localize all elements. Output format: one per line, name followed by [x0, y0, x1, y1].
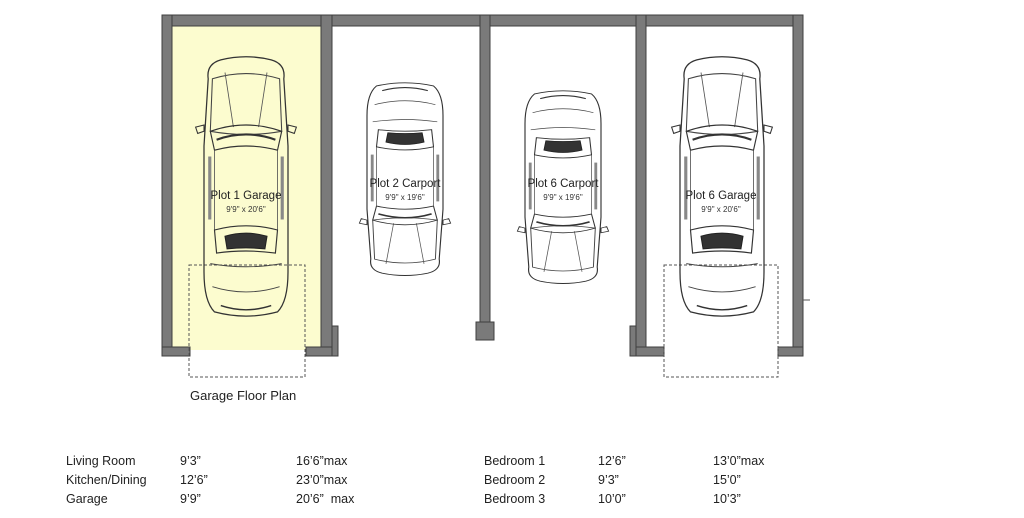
wall-right [793, 15, 803, 356]
wall-1 [321, 15, 332, 356]
room-max: 16’6”max [296, 454, 348, 468]
bay-label: Plot 6 Carport [527, 178, 599, 190]
room-name: Bedroom 3 [484, 492, 546, 506]
wall-right-return [778, 347, 803, 356]
room-max: 10’3” [713, 492, 741, 506]
wall-1-stub [332, 326, 338, 356]
bay-dimensions: 9'9" x 20'6" [226, 205, 266, 214]
bay-label: Plot 1 Garage [210, 190, 282, 202]
bay-dimensions: 9'9" x 19'6" [543, 193, 583, 202]
room-size: 9’3” [598, 473, 619, 487]
room-max: 20’6” max [296, 492, 355, 506]
room-size: 12’6” [598, 454, 626, 468]
wall-2-stub [476, 322, 494, 340]
room-name: Bedroom 1 [484, 454, 546, 468]
room-name: Kitchen/Dining [66, 473, 147, 487]
room-max: 13’0”max [713, 454, 765, 468]
wall-2 [480, 15, 490, 340]
room-name: Garage [66, 492, 108, 506]
room-name: Bedroom 2 [484, 473, 546, 487]
wall-1-return [306, 347, 332, 356]
bay-dimensions: 9'9" x 19'6" [385, 193, 425, 202]
drawing-caption: Garage Floor Plan [190, 388, 297, 403]
garage-door-right [664, 265, 778, 377]
room-max: 23’0”max [296, 473, 348, 487]
room-size: 12’6” [180, 473, 208, 487]
room-max: 15’0” [713, 473, 741, 487]
bay-label: Plot 2 Carport [369, 178, 441, 190]
room-size: 9’9” [180, 492, 201, 506]
wall-3 [636, 15, 646, 356]
bay-dimensions: 9'9" x 20'6" [701, 205, 741, 214]
car-icon [672, 57, 773, 316]
room-name: Living Room [66, 454, 136, 468]
wall-left [162, 15, 172, 356]
room-size: 9’3” [180, 454, 201, 468]
wall-3-return [636, 347, 664, 356]
bay-label: Plot 6 Garage [685, 190, 757, 202]
wall-3-stub [630, 326, 636, 356]
wall-left-return [162, 347, 190, 356]
room-size: 10’0” [598, 492, 626, 506]
